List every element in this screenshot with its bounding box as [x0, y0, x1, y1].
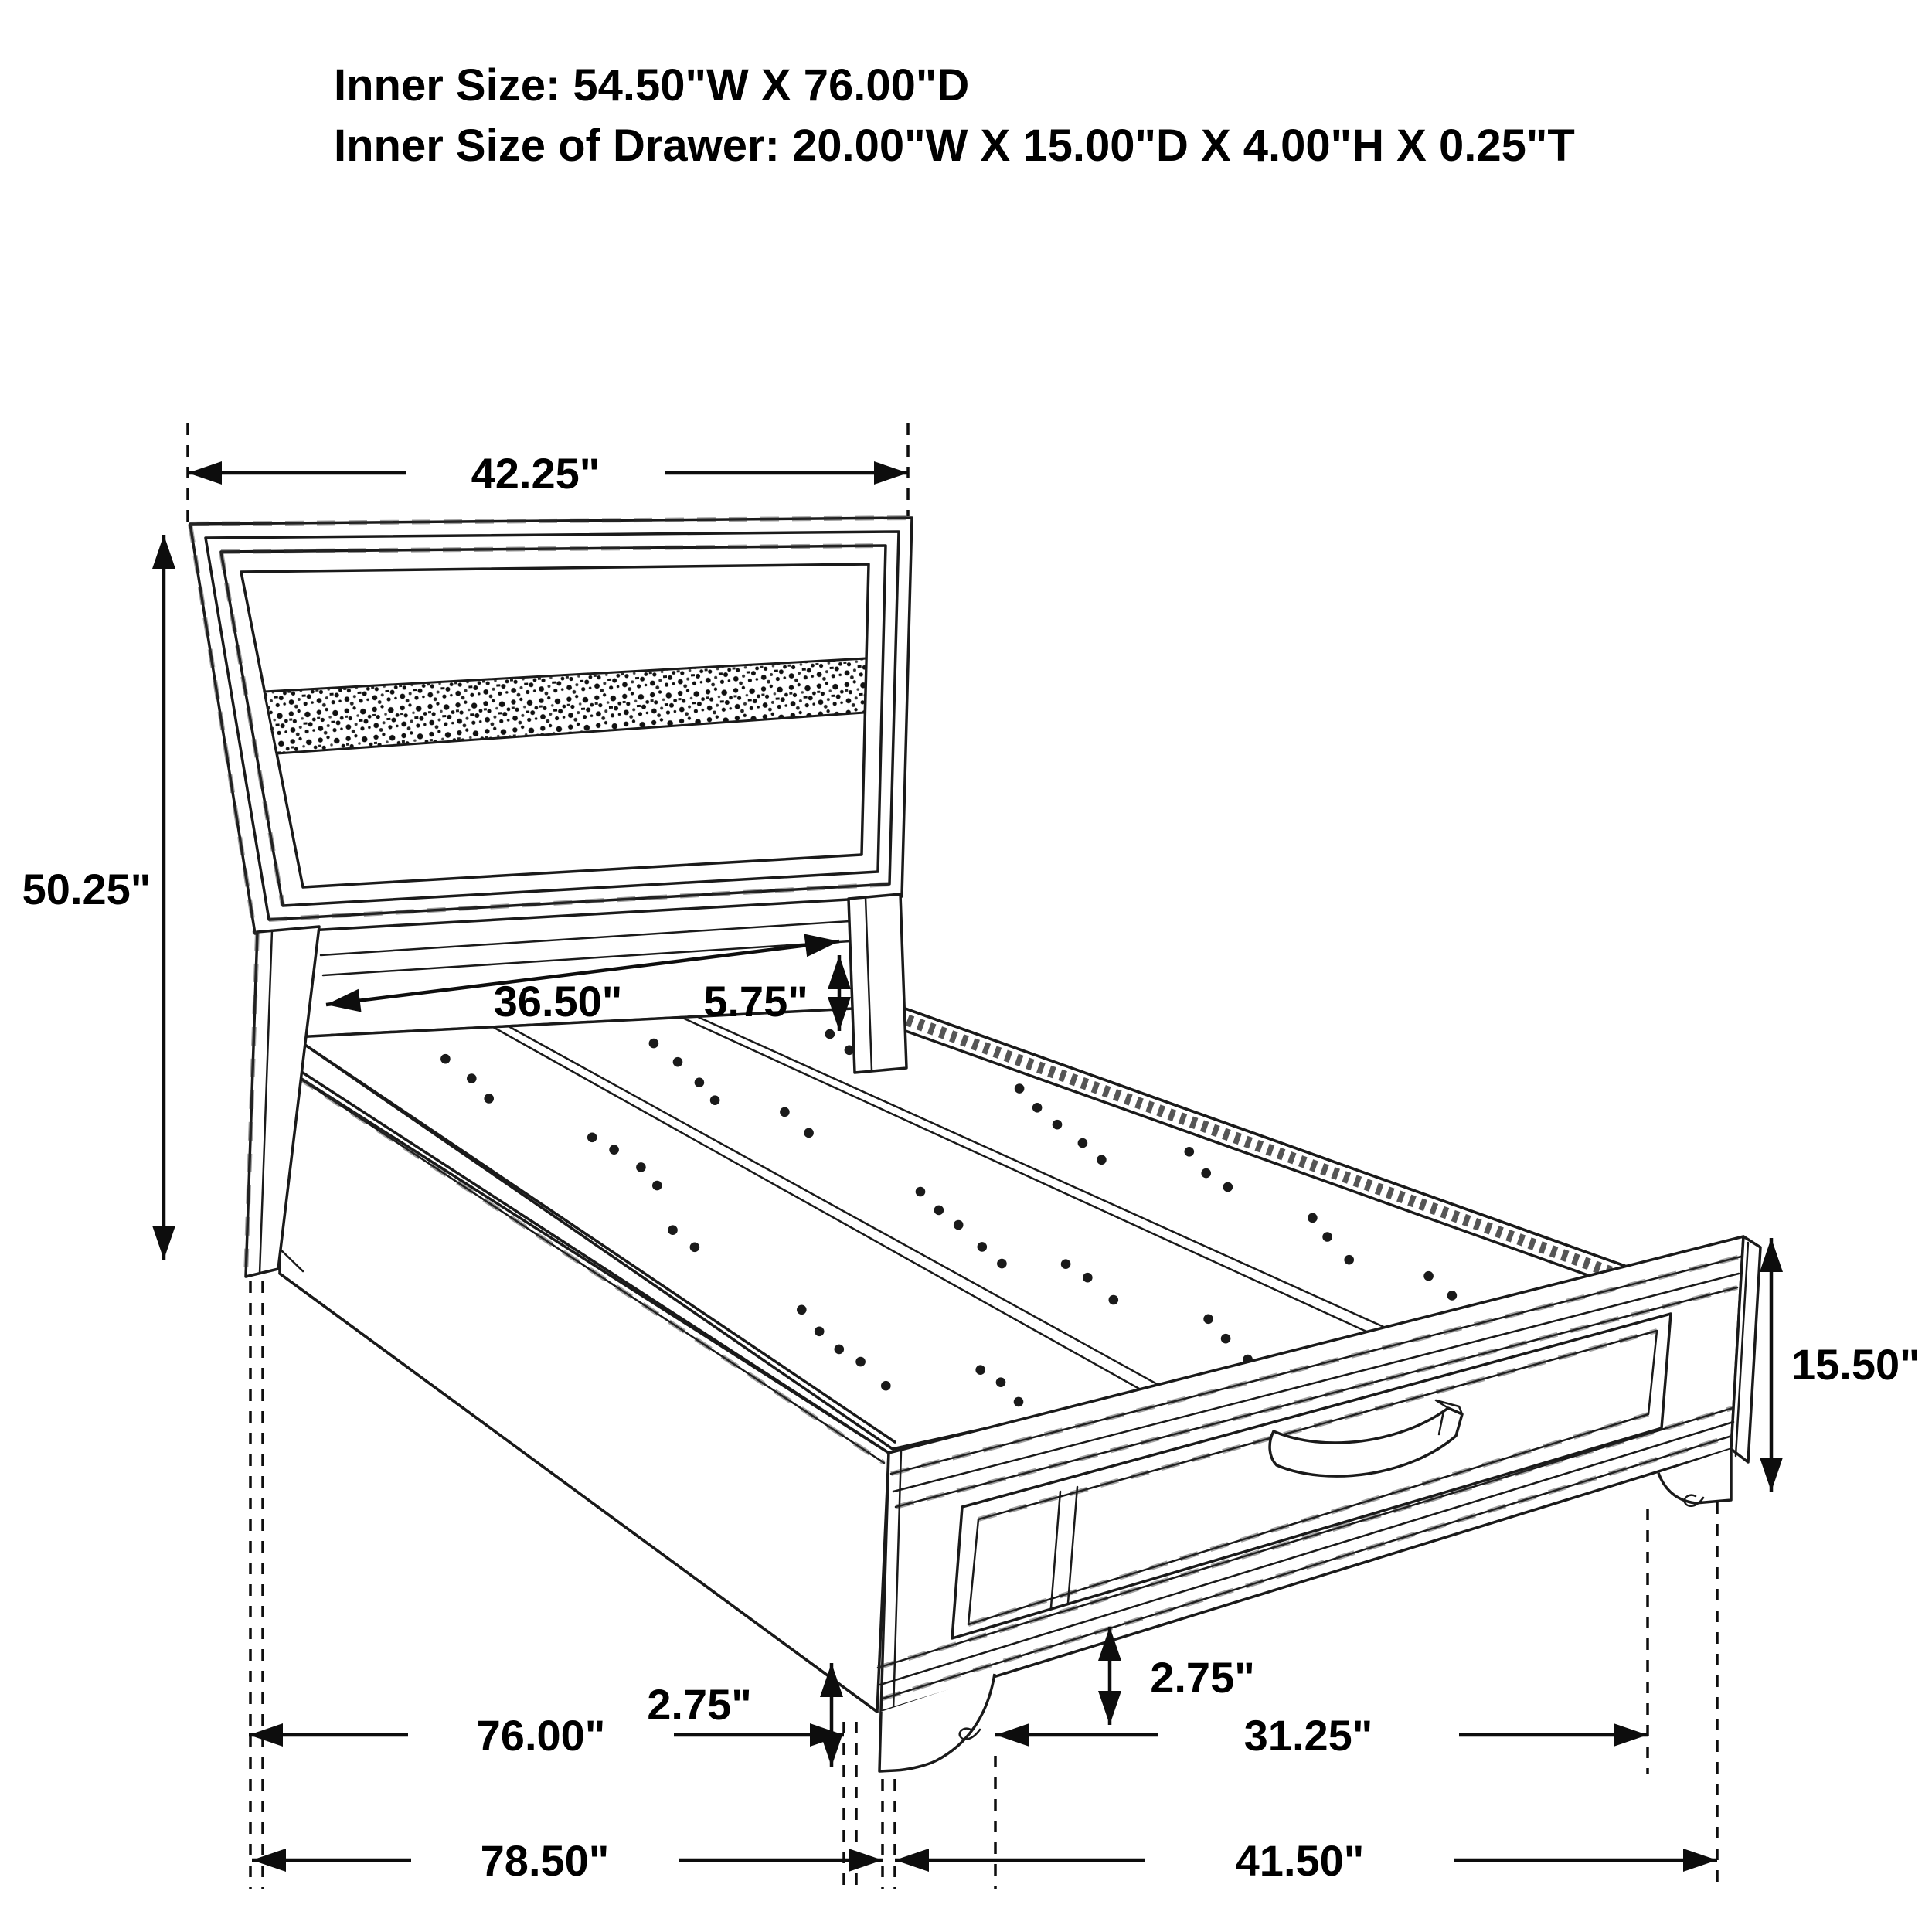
slat-hole — [673, 1057, 683, 1067]
dim-label-footboard-width: 41.50" — [1235, 1836, 1365, 1885]
slat-hole — [668, 1225, 678, 1235]
slat-hole — [975, 1365, 985, 1375]
dim-label-headboard-width: 42.25" — [471, 449, 600, 498]
slat-hole — [804, 1128, 814, 1138]
dim-label-headboard-rail-gap: 5.75" — [703, 977, 808, 1026]
slat-hole — [1078, 1138, 1088, 1148]
slat-hole — [855, 1357, 866, 1367]
title-block — [334, 60, 1575, 171]
slat-hole — [825, 1029, 835, 1039]
slat-hole — [1109, 1295, 1119, 1305]
slat-hole — [467, 1073, 477, 1083]
slat-hole — [815, 1327, 825, 1337]
slat-hole — [710, 1095, 720, 1105]
slat-hole — [636, 1162, 646, 1172]
slat-hole — [916, 1187, 926, 1197]
dim-inner-length — [249, 1711, 844, 1760]
slat-hole — [835, 1345, 845, 1355]
dim-label-inner-length: 76.00" — [476, 1711, 606, 1760]
dim-label-footboard-height: 15.50" — [1791, 1340, 1920, 1389]
dim-label-headboard-inner-width: 36.50" — [493, 977, 623, 1026]
slat-hole — [1447, 1291, 1458, 1301]
dim-label-drawer-opening-span: 31.25" — [1243, 1711, 1373, 1760]
slat-hole — [934, 1206, 944, 1216]
slat-hole — [484, 1094, 494, 1104]
slat-hole — [1083, 1273, 1093, 1283]
inner-size-text: Inner Size: 54.50"W X 76.00"D — [334, 60, 970, 111]
slat-hole — [1308, 1213, 1318, 1223]
slat-hole — [609, 1145, 619, 1155]
slat-hole — [881, 1381, 891, 1391]
dim-label-footboard-clearance: 2.75" — [1150, 1653, 1255, 1702]
drawer-inner-size-text: Inner Size of Drawer: 20.00"W X 15.00"D X 4.00"H X 0.25"T — [334, 121, 1575, 171]
slat-hole — [1053, 1120, 1063, 1130]
slat-hole — [695, 1077, 705, 1087]
slat-hole — [1032, 1103, 1043, 1113]
slat-hole — [1201, 1168, 1211, 1179]
slat-hole — [1015, 1083, 1025, 1094]
dim-footboard-width — [895, 1836, 1717, 1885]
slat-hole — [997, 1259, 1007, 1269]
dim-label-overall-length: 78.50" — [480, 1836, 610, 1885]
slat-hole — [1223, 1182, 1233, 1192]
slat-hole — [1344, 1255, 1354, 1265]
slat-hole — [1097, 1155, 1107, 1165]
slat-hole — [690, 1243, 700, 1253]
slat-hole — [652, 1181, 662, 1191]
dim-headboard-height — [22, 535, 164, 1260]
dim-drawer-opening-span — [995, 1711, 1648, 1760]
slat-hole — [780, 1107, 790, 1117]
slat-hole — [649, 1039, 659, 1049]
slat-hole — [440, 1054, 451, 1064]
slat-hole — [1185, 1147, 1195, 1157]
slat-hole — [1061, 1259, 1071, 1269]
dim-footboard-height — [1771, 1238, 1920, 1492]
slat-hole — [1423, 1271, 1434, 1281]
slat-hole — [996, 1377, 1006, 1387]
dim-label-siderail-clearance: 2.75" — [647, 1680, 752, 1729]
slat-hole — [1203, 1315, 1213, 1325]
slat-hole — [1014, 1397, 1024, 1407]
headboard-leg-right — [849, 894, 906, 1073]
slat-hole — [1322, 1232, 1332, 1242]
dim-overall-length — [252, 1836, 883, 1885]
slat-hole — [1221, 1334, 1231, 1344]
dim-headboard-width — [188, 449, 908, 498]
slat-hole — [797, 1305, 807, 1315]
dim-footboard-clearance — [1110, 1627, 1255, 1725]
slat-hole — [954, 1220, 964, 1230]
dim-label-headboard-height: 50.25" — [22, 865, 151, 913]
slat-hole — [587, 1133, 597, 1143]
slat-hole — [978, 1242, 988, 1252]
dim-siderail-clearance — [647, 1663, 832, 1767]
